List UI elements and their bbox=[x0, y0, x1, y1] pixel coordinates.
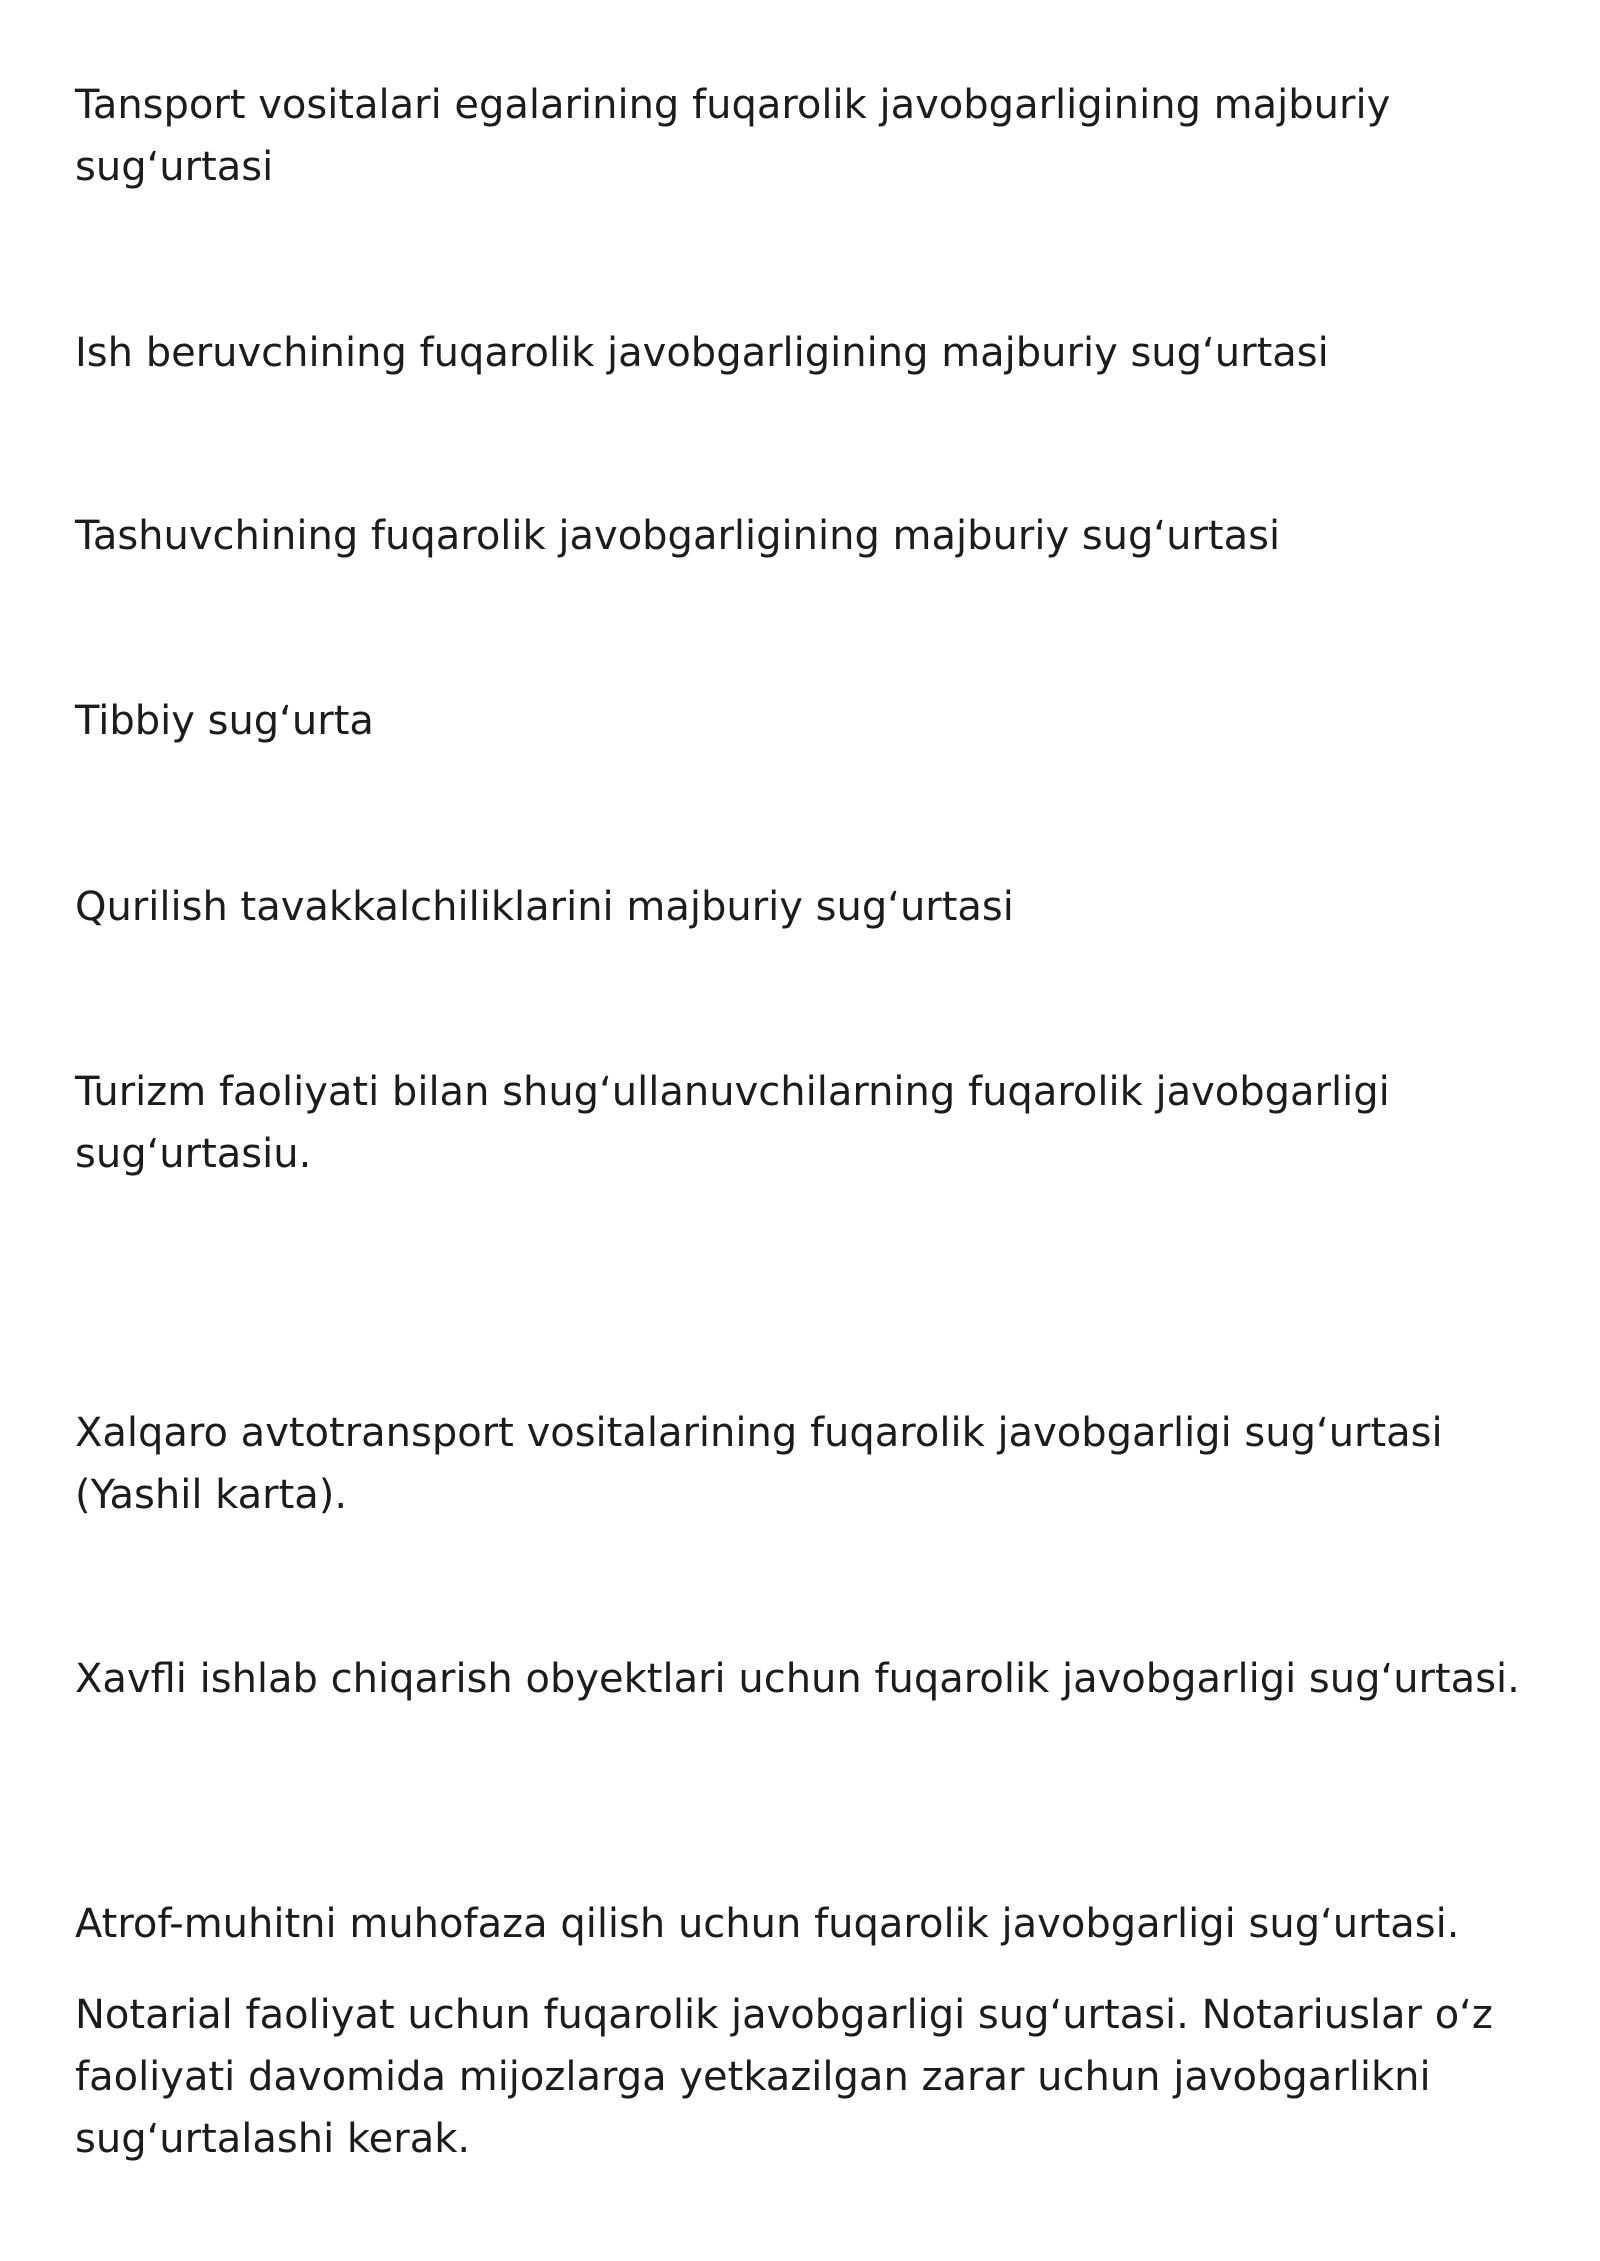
paragraph-tourism-insurance: Turizm faoliyati bilan shug‘ullanuvchilarning fuqarolik javobgarligi sug‘urtasiu. bbox=[75, 1069, 1390, 1177]
paragraph-environment-insurance: Atrof-muhitni muhofaza qilish uchun fuqarolik javobgarligi sug‘urtasi. bbox=[75, 1901, 1460, 1947]
paragraph-hazardous-facilities-insurance: Xavfli ishlab chiqarish obyektlari uchun fuqarolik javobgarligi sug‘urtasi. bbox=[75, 1656, 1520, 1702]
paragraph-notarial-insurance: Notarial faoliyat uchun fuqarolik javobgarligi sug‘urtasi. Notariuslar o‘z faoliyati davomida mijozlarga yetkazilgan zarar uchun javobgarlikni sug‘urtalashi kerak. bbox=[75, 1992, 1493, 2162]
paragraph-green-card-insurance: Xalqaro avtotransport vositalarining fuqarolik javobgarligi sug‘urtasi (Yashil karta). bbox=[75, 1410, 1443, 1518]
paragraph-construction-insurance: Qurilish tavakkalchiliklarini majburiy sug‘urtasi bbox=[75, 884, 1014, 930]
paragraph-employer-insurance: Ish beruvchining fuqarolik javobgarligining majburiy sug‘urtasi bbox=[75, 330, 1329, 376]
paragraph-transport-insurance: Tansport vositalari egalarining fuqarolik javobgarligining majburiy sug‘urtasi bbox=[75, 82, 1391, 190]
paragraph-carrier-insurance: Tashuvchining fuqarolik javobgarligining majburiy sug‘urtasi bbox=[75, 513, 1281, 559]
paragraph-medical-insurance: Tibbiy sug‘urta bbox=[75, 698, 374, 744]
